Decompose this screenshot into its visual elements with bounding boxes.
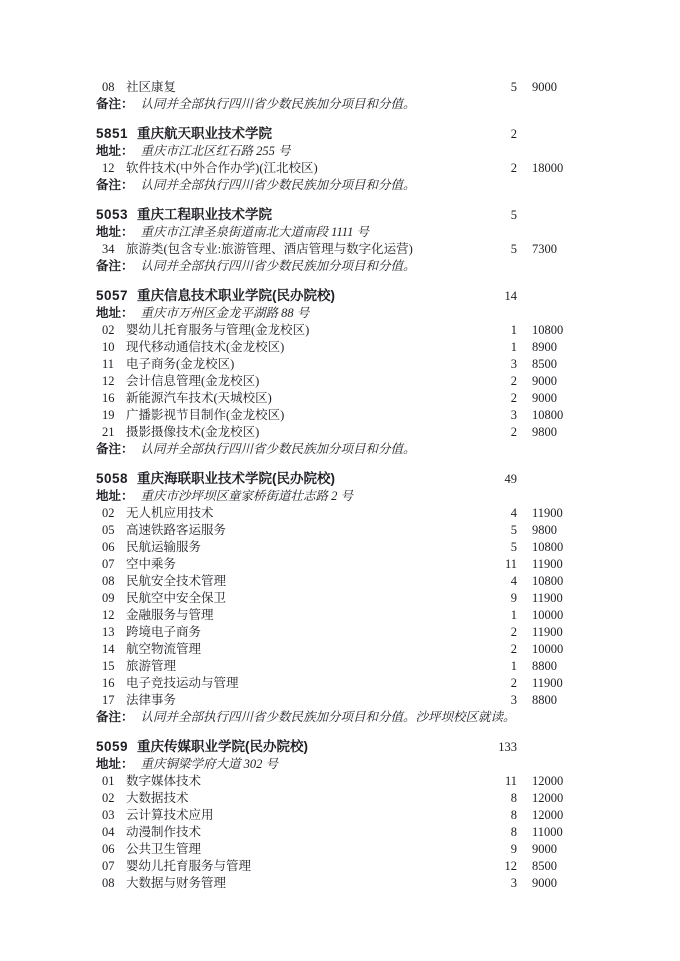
major-code: 16 (102, 676, 115, 690)
school-code: 5851 (96, 126, 129, 141)
major-code: 34 (102, 242, 115, 256)
school-name: 重庆航天职业技术学院 (137, 126, 273, 141)
major-quota: 9 (510, 842, 517, 856)
major-row (96, 824, 575, 841)
major-name: 电子竞技运动与管理 (126, 676, 239, 690)
major-code: 14 (102, 642, 115, 656)
address-label: 地址： (96, 489, 134, 503)
major-fee: 9000 (532, 374, 557, 388)
major-name: 民航空中安全保卫 (126, 591, 227, 605)
major-name: 现代移动通信技术(金龙校区) (126, 340, 285, 354)
major-code: 02 (102, 791, 115, 805)
major-list (96, 143, 575, 194)
major-name: 旅游类(包含专业:旅游管理、酒店管理与数字化运营) (126, 242, 413, 256)
address-label: 地址： (96, 306, 134, 320)
address-row (96, 305, 575, 322)
school-total-quota: 2 (510, 127, 517, 141)
major-fee: 10800 (532, 323, 564, 337)
major-name: 航空物流管理 (126, 642, 202, 656)
major-code: 07 (102, 557, 115, 571)
remark-row (96, 709, 575, 726)
address-row (96, 756, 575, 773)
major-quota: 1 (510, 340, 517, 354)
major-quota: 5 (510, 80, 517, 94)
major-quota: 8 (510, 808, 517, 822)
school-code: 5058 (96, 471, 129, 486)
major-fee: 12000 (532, 791, 564, 805)
major-fee: 18000 (532, 161, 564, 175)
major-code: 09 (102, 591, 115, 605)
major-fee: 10000 (532, 642, 564, 656)
remark-row (96, 258, 575, 275)
major-quota: 2 (510, 676, 517, 690)
major-fee: 11900 (532, 506, 563, 520)
major-name: 婴幼儿托育服务与管理 (126, 859, 252, 873)
major-row (96, 641, 575, 658)
school-code: 5057 (96, 288, 129, 303)
remark-label: 备注： (96, 97, 134, 111)
major-fee: 11000 (532, 825, 563, 839)
major-fee: 9800 (532, 425, 557, 439)
major-fee: 8500 (532, 357, 557, 371)
major-code: 12 (102, 374, 115, 388)
enrollment-list (96, 79, 575, 892)
major-name: 空中乘务 (126, 557, 177, 571)
remark-text: 认同并全部执行四川省少数民族加分项目和分值。 (140, 178, 416, 192)
school-section (96, 470, 575, 726)
major-row (96, 373, 575, 390)
major-list (96, 305, 575, 458)
major-row (96, 407, 575, 424)
major-fee: 8900 (532, 340, 557, 354)
major-code: 05 (102, 523, 115, 537)
major-code: 01 (102, 774, 115, 788)
remark-label: 备注： (96, 178, 134, 192)
remark-text: 认同并全部执行四川省少数民族加分项目和分值。沙坪坝校区就读。 (140, 710, 516, 724)
major-code: 13 (102, 625, 115, 639)
major-code: 06 (102, 842, 115, 856)
major-quota: 1 (510, 659, 517, 673)
major-row (96, 339, 575, 356)
school-name: 重庆海联职业技术学院(民办院校) (137, 471, 336, 486)
major-row (96, 556, 575, 573)
major-fee: 11900 (532, 676, 563, 690)
major-fee: 8800 (532, 659, 557, 673)
major-fee: 9000 (532, 842, 557, 856)
remark-text: 认同并全部执行四川省少数民族加分项目和分值。 (140, 97, 416, 111)
major-row (96, 841, 575, 858)
major-fee: 7300 (532, 242, 557, 256)
major-quota: 3 (510, 357, 517, 371)
major-row (96, 692, 575, 709)
major-name: 数字媒体技术 (126, 774, 202, 788)
major-quota: 12 (504, 859, 517, 873)
major-fee: 9800 (532, 523, 557, 537)
address-row (96, 488, 575, 505)
major-row (96, 875, 575, 892)
major-quota: 2 (510, 161, 517, 175)
major-name: 民航安全技术管理 (126, 574, 227, 588)
school-header (96, 125, 575, 143)
school-header (96, 206, 575, 224)
major-row (96, 79, 575, 96)
major-fee: 11900 (532, 625, 563, 639)
major-row (96, 607, 575, 624)
remark-text: 认同并全部执行四川省少数民族加分项目和分值。 (140, 259, 416, 273)
major-quota: 2 (510, 642, 517, 656)
major-row (96, 624, 575, 641)
major-name: 动漫制作技术 (126, 825, 202, 839)
major-fee: 10800 (532, 540, 564, 554)
major-name: 广播影视节目制作(金龙校区) (126, 408, 285, 422)
remark-label: 备注： (96, 442, 134, 456)
major-fee: 12000 (532, 808, 564, 822)
major-row (96, 773, 575, 790)
major-quota: 2 (510, 374, 517, 388)
major-row (96, 590, 575, 607)
school-header (96, 738, 575, 756)
major-quota: 3 (510, 693, 517, 707)
major-code: 15 (102, 659, 115, 673)
major-name: 社区康复 (126, 80, 177, 94)
major-quota: 2 (510, 425, 517, 439)
remark-label: 备注： (96, 710, 134, 724)
major-name: 婴幼儿托育服务与管理(金龙校区) (126, 323, 310, 337)
school-header (96, 470, 575, 488)
major-name: 云计算技术应用 (126, 808, 214, 822)
major-quota: 11 (504, 557, 517, 571)
major-name: 会计信息管理(金龙校区) (126, 374, 260, 388)
major-code: 03 (102, 808, 115, 822)
major-row (96, 807, 575, 824)
major-row (96, 539, 575, 556)
major-row (96, 858, 575, 875)
major-row (96, 522, 575, 539)
major-list (96, 756, 575, 892)
major-code: 08 (102, 80, 115, 94)
major-quota: 4 (510, 574, 517, 588)
major-quota: 2 (510, 625, 517, 639)
major-row (96, 658, 575, 675)
major-quota: 4 (510, 506, 517, 520)
major-code: 16 (102, 391, 115, 405)
school-section (96, 287, 575, 458)
major-fee: 10800 (532, 574, 564, 588)
major-quota: 5 (510, 523, 517, 537)
major-quota: 3 (510, 408, 517, 422)
major-quota: 9 (510, 591, 517, 605)
major-code: 08 (102, 876, 115, 890)
major-name: 无人机应用技术 (126, 506, 214, 520)
major-name: 电子商务(金龙校区) (126, 357, 235, 371)
major-row (96, 322, 575, 339)
major-name: 旅游管理 (126, 659, 177, 673)
major-row (96, 356, 575, 373)
major-name: 软件技术(中外合作办学)(江北校区) (126, 161, 318, 175)
remark-text: 认同并全部执行四川省少数民族加分项目和分值。 (140, 442, 416, 456)
school-total-quota: 133 (498, 740, 517, 754)
major-quota: 5 (510, 242, 517, 256)
major-code: 19 (102, 408, 115, 422)
major-fee: 9000 (532, 391, 557, 405)
school-name: 重庆传媒职业学院(民办院校) (137, 739, 309, 754)
major-quota: 2 (510, 391, 517, 405)
major-quota: 1 (510, 608, 517, 622)
address-text: 重庆市江北区红石路 255 号 (140, 144, 291, 158)
address-text: 重庆市万州区金龙平湖路 88 号 (140, 306, 310, 320)
school-total-quota: 49 (504, 472, 517, 486)
major-quota: 8 (510, 825, 517, 839)
major-quota: 11 (504, 774, 517, 788)
major-name: 大数据技术 (126, 791, 189, 805)
major-name: 法律事务 (126, 693, 177, 707)
major-code: 04 (102, 825, 115, 839)
remark-row (96, 96, 575, 113)
major-code: 02 (102, 323, 115, 337)
major-row (96, 160, 575, 177)
major-fee: 10800 (532, 408, 564, 422)
school-header (96, 287, 575, 305)
major-name: 民航运输服务 (126, 540, 202, 554)
major-code: 12 (102, 161, 115, 175)
school-name: 重庆信息技术职业学院(民办院校) (137, 288, 336, 303)
address-label: 地址： (96, 757, 134, 771)
major-row (96, 390, 575, 407)
major-code: 02 (102, 506, 115, 520)
major-code: 06 (102, 540, 115, 554)
major-fee: 11900 (532, 591, 563, 605)
major-fee: 9000 (532, 80, 557, 94)
major-row (96, 505, 575, 522)
school-section (96, 738, 575, 892)
address-row (96, 224, 575, 241)
major-name: 跨境电子商务 (126, 625, 202, 639)
address-text: 重庆市江津圣泉街道南北大道南段 1111 号 (140, 225, 369, 239)
major-code: 10 (102, 340, 115, 354)
major-fee: 12000 (532, 774, 564, 788)
school-name: 重庆工程职业技术学院 (137, 207, 273, 222)
major-name: 新能源汽车技术(天城校区) (126, 391, 272, 405)
school-total-quota: 5 (510, 208, 517, 222)
school-code: 5053 (96, 207, 129, 222)
major-code: 17 (102, 693, 115, 707)
address-row (96, 143, 575, 160)
major-name: 高速铁路客运服务 (126, 523, 227, 537)
major-list (96, 488, 575, 726)
major-code: 08 (102, 574, 115, 588)
major-name: 大数据与财务管理 (126, 876, 227, 890)
major-row (96, 241, 575, 258)
major-code: 07 (102, 859, 115, 873)
school-section (96, 125, 575, 194)
major-name: 公共卫生管理 (126, 842, 202, 856)
major-fee: 10000 (532, 608, 564, 622)
major-fee: 8500 (532, 859, 557, 873)
address-text: 重庆市沙坪坝区童家桥街道壮志路 2 号 (140, 489, 354, 503)
remark-label: 备注： (96, 259, 134, 273)
major-code: 12 (102, 608, 115, 622)
address-label: 地址： (96, 225, 134, 239)
major-code: 11 (102, 357, 115, 371)
major-row (96, 424, 575, 441)
school-total-quota: 14 (504, 289, 517, 303)
address-label: 地址： (96, 144, 134, 158)
major-fee: 8800 (532, 693, 557, 707)
major-name: 金融服务与管理 (126, 608, 214, 622)
major-row (96, 675, 575, 692)
major-quota: 5 (510, 540, 517, 554)
major-list (96, 224, 575, 275)
major-row (96, 790, 575, 807)
major-quota: 8 (510, 791, 517, 805)
major-code: 21 (102, 425, 115, 439)
major-fee: 11900 (532, 557, 563, 571)
remark-row (96, 441, 575, 458)
major-fee: 9000 (532, 876, 557, 890)
school-section (96, 206, 575, 275)
remark-row (96, 177, 575, 194)
major-row (96, 573, 575, 590)
major-quota: 3 (510, 876, 517, 890)
major-quota: 1 (510, 323, 517, 337)
school-code: 5059 (96, 739, 129, 754)
address-text: 重庆铜梁学府大道 302 号 (140, 757, 279, 771)
major-name: 摄影摄像技术(金龙校区) (126, 425, 260, 439)
